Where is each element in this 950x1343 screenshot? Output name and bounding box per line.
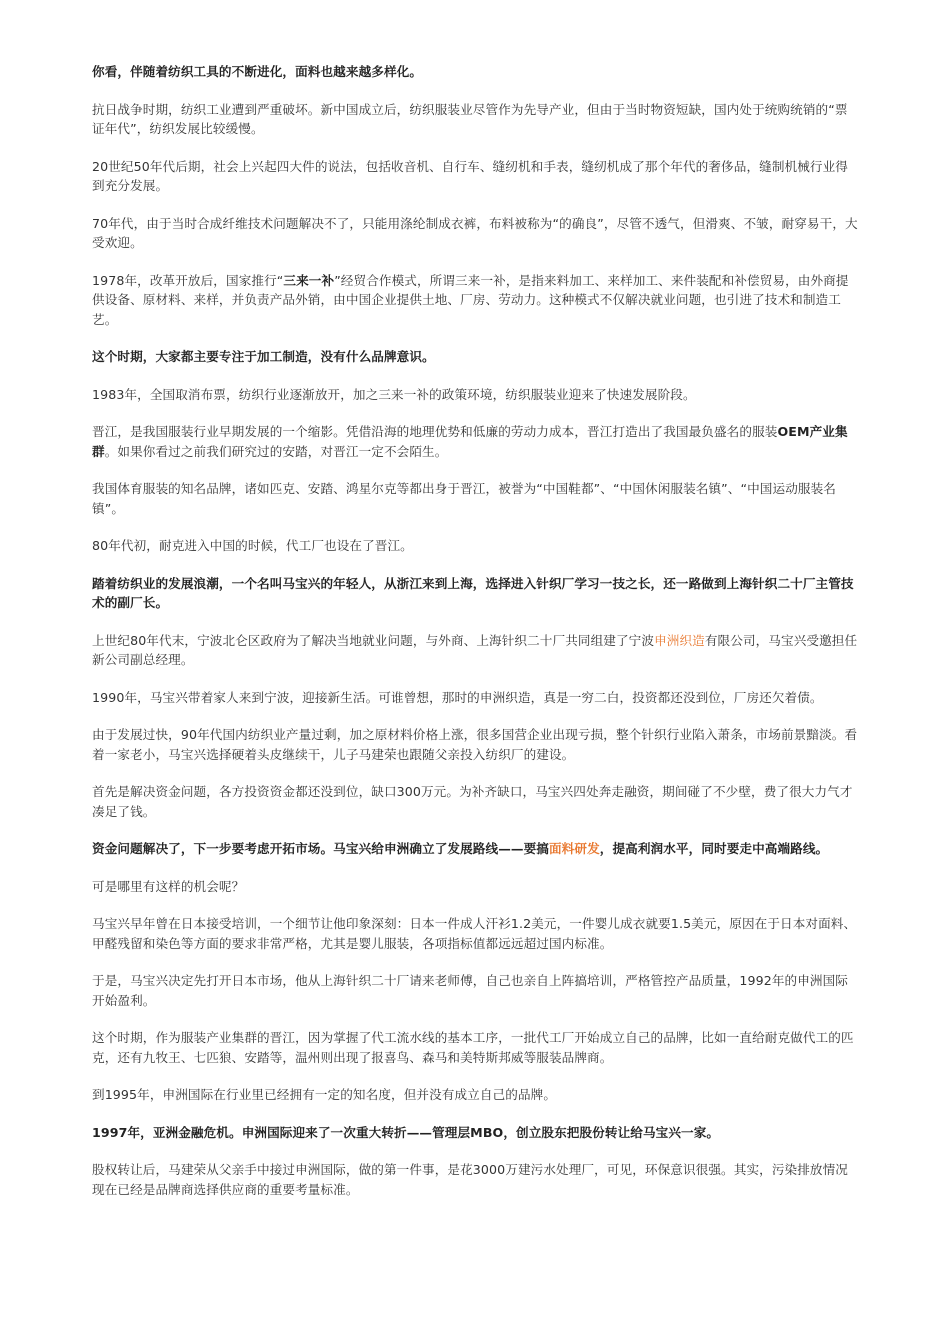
paragraph-22: 1997年，亚洲金融危机。申洲国际迎来了一次重大转折——管理层MBO，创立股东把股份转让给马宝兴一家。 — [92, 1124, 720, 1140]
paragraph-16-text-b: ，提高利润水平，同时要走中高端路线。 — [599, 841, 829, 856]
paragraph-12-text-a: 上世纪80年代末，宁波北仑区政府为了解决当地就业问题，与外商、上海针织二十厂共同组建了宁波 — [92, 632, 655, 648]
article-body — [92, 62, 858, 1217]
paragraph-4: 70年代，由于当时合成纤维技术问题解决不了，只能用涤纶制成衣裤，布料被称为“的确良”，尽管不透气，但滑爽、不皱，耐穿易干，大受欢迎。 — [92, 215, 858, 250]
paragraph-12-text-b: 有限公司，马宝兴受邀担任新公司副总经理。 — [92, 632, 858, 667]
paragraph-12 — [92, 631, 858, 670]
link-fabric-rnd[interactable]: 面料研发 — [548, 841, 600, 856]
paragraph-16-text-a: 资金问题解决了，下一步要考虑开拓市场。马宝兴给申洲确立了发展路线——要搞 — [92, 841, 549, 856]
paragraph-5-text-a: 1978年，改革开放后，国家推行“ — [92, 272, 284, 288]
paragraph-17: 可是哪里有这样的机会呢？ — [92, 878, 245, 894]
paragraph-5-text-b: ”经贸合作模式，所谓三来一补，是指来料加工、来样加工、来件装配和补偿贸易，由外商提供设备、原材料、来样，并负责产品外销，由中国企业提供土地、厂房、劳动力。这种模式不仅解决就业问题，也引进了技术和制造工艺。 — [92, 272, 849, 327]
paragraph-20: 这个时期，作为服装产业集群的晋江，因为掌握了代工流水线的基本工序，一批代工厂开始成立自己的品牌，比如一直给耐克做代工的匹克，还有九牧王、七匹狼、安踏等，温州则出现了报喜鸟、森马和美特斯邦威等服装品牌商。 — [92, 1030, 854, 1065]
paragraph-15: 首先是解决资金问题，各方投资资金都还没到位，缺口300万元。为补齐缺口，马宝兴四处奔走融资，期间碰了不少壁，费了很大力气才凑足了钱。 — [92, 784, 853, 819]
paragraph-14: 由于发展过快，90年代国内纺织业产量过剩，加之原材料价格上涨，很多国营企业出现亏损，整个针织行业陷入萧条，市场前景黯淡。看着一家老小，马宝兴选择硬着头皮继续干，儿子马建荣也跟随父亲投入纺织厂的建设。 — [92, 727, 858, 762]
paragraph-23: 股权转让后，马建荣从父亲手中接过申洲国际，做的第一件事，是花3000万建污水处理厂，可见，环保意识很强。其实，污染排放情况现在已经是品牌商选择供应商的重要考量标准。 — [92, 1162, 848, 1197]
paragraph-8-text-a: 晋江，是我国服装行业早期发展的一个缩影。凭借沿海的地理优势和低廉的劳动力成本，晋江打造出了我国最负盛名的服装 — [92, 424, 778, 439]
paragraph-8 — [92, 422, 858, 461]
paragraph-19: 于是，马宝兴决定先打开日本市场，他从上海针织二十厂请来老师傅，自己也亲自上阵搞培训，严格管控产品质量，1992年的申洲国际开始盈利。 — [92, 973, 848, 1008]
paragraph-1: 你看，伴随着纺织工具的不断进化，面料也越来越多样化。 — [92, 64, 423, 79]
link-shenzhou-weaving[interactable]: 申洲织造 — [654, 632, 705, 648]
paragraph-11: 踏着纺织业的发展浪潮，一个名叫马宝兴的年轻人，从浙江来到上海，选择进入针织厂学习一技之长，还一路做到上海针织二十厂主管技术的副厂长。 — [92, 575, 854, 610]
keyword-sanlaiyibu: 三来一补 — [283, 272, 335, 288]
paragraph-16 — [92, 839, 858, 859]
keyword-oem-cluster: OEM产业集群 — [92, 424, 848, 459]
paragraph-21: 到1995年，申洲国际在行业里已经拥有一定的知名度，但并没有成立自己的品牌。 — [92, 1087, 557, 1102]
paragraph-10: 80年代初，耐克进入中国的时候，代工厂也设在了晋江。 — [92, 538, 413, 553]
paragraph-7: 1983年，全国取消布票，纺织行业逐渐放开，加之三来一补的政策环境，纺织服装业迎来了快速发展阶段。 — [92, 386, 696, 402]
paragraph-13: 1990年，马宝兴带着家人来到宁波，迎接新生活。可谁曾想，那时的申洲织造，真是一穷二白，投资都还没到位，厂房还欠着债。 — [92, 689, 823, 705]
paragraph-5 — [92, 271, 858, 330]
paragraph-8-text-b: 。如果你看过之前我们研究过的安踏，对晋江一定不会陌生。 — [104, 443, 448, 459]
paragraph-18: 马宝兴早年曾在日本接受培训，一个细节让他印象深刻：日本一件成人汗衫1.2美元，一件婴儿成衣就要1.5美元，原因在于日本对面料、甲醛残留和染色等方面的要求非常严格，尤其是婴儿服装，各项指标值都远远超过国内标准。 — [92, 916, 857, 951]
paragraph-3: 20世纪50年代后期，社会上兴起四大件的说法，包括收音机、自行车、缝纫机和手表，缝纫机成了那个年代的奢侈品，缝制机械行业得到充分发展。 — [92, 158, 848, 193]
paragraph-2: 抗日战争时期，纺织工业遭到严重破坏。新中国成立后，纺织服装业尽管作为先导产业，但由于当时物资短缺，国内处于统购统销的“票证年代”，纺织发展比较缓慢。 — [92, 101, 848, 136]
paragraph-6: 这个时期，大家都主要专注于加工制造，没有什么品牌意识。 — [92, 349, 435, 364]
paragraph-9: 我国体育服装的知名品牌，诸如匹克、安踏、鸿星尔克等都出身于晋江，被誉为“中国鞋都”、“中国休闲服装名镇”、“中国运动服装名镇”。 — [92, 481, 836, 516]
